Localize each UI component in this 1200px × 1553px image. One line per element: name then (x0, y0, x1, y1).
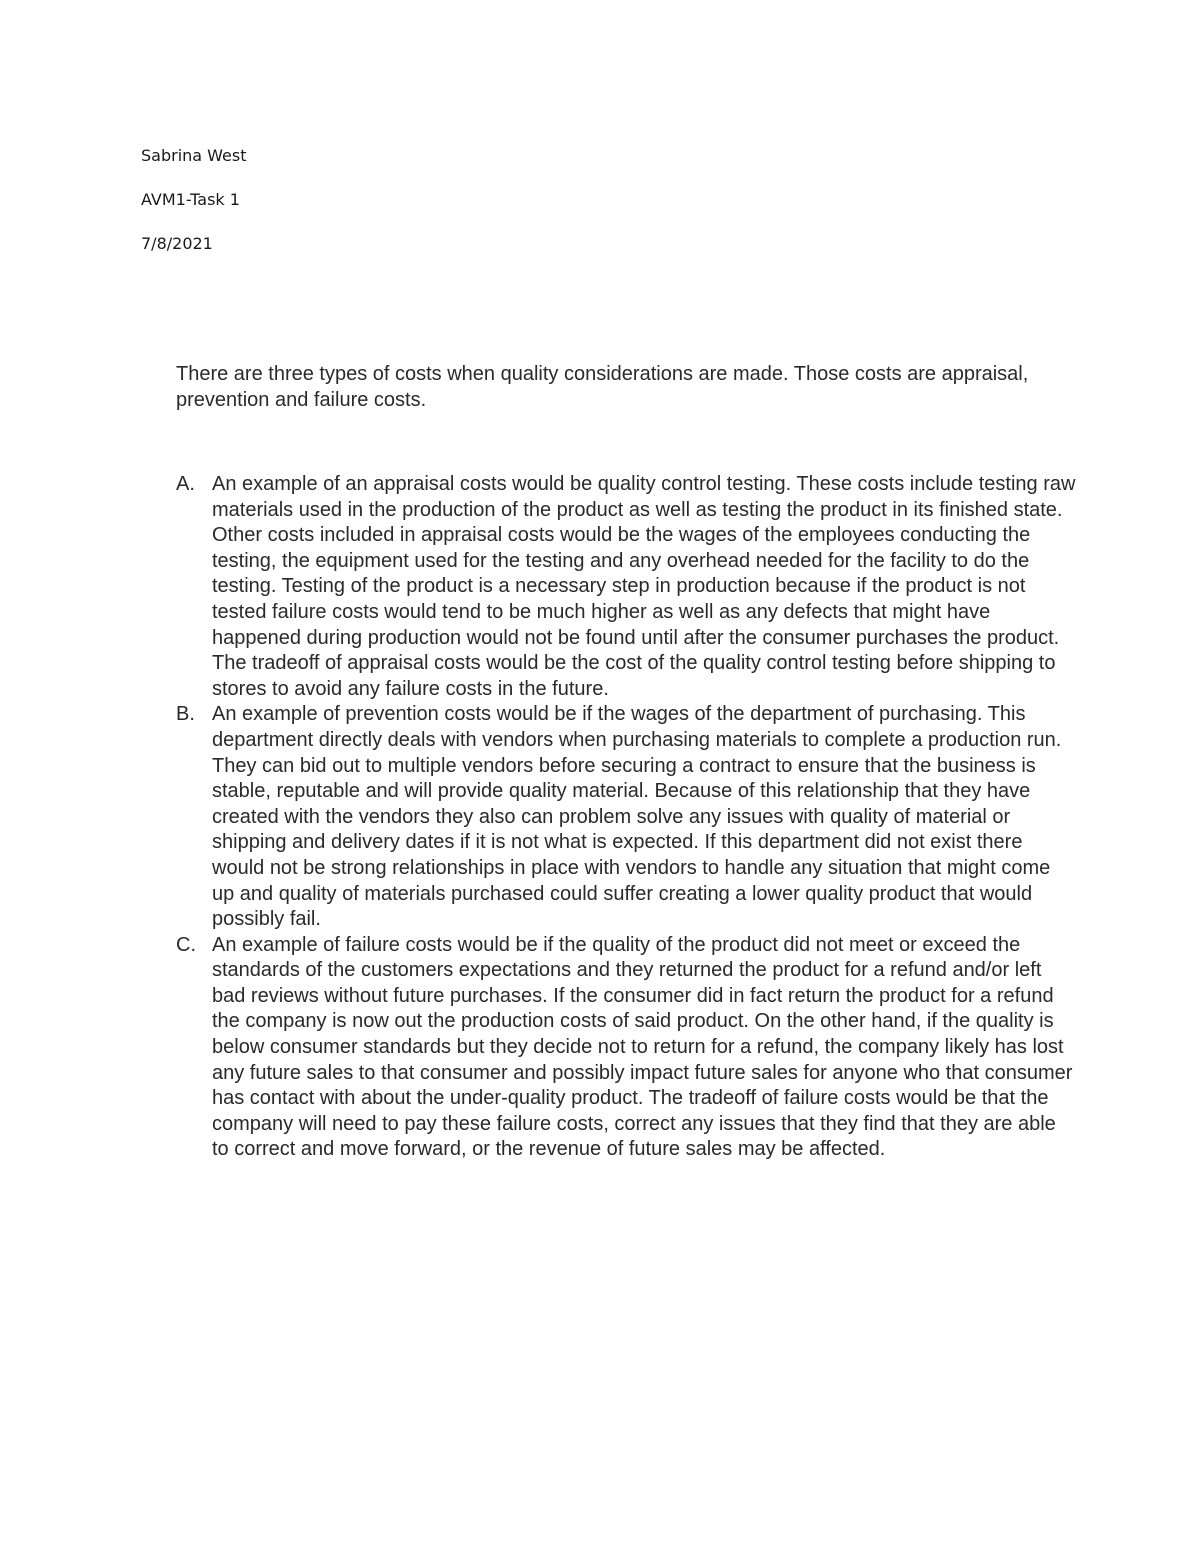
list-item-text: An example of failure costs would be if the quality of the product did not meet or exceed the standards of the customers expectations and they returned the product for a refund and/or left bad reviews without future purchases. If the consumer did in fact return the product for a refund the company is now out the production costs of said product. On the other hand, if the quality is below consumer standards but they decide not to return for a refund, the company likely has lost any future sales to that consumer and possibly impact future sales for anyone who that consumer has contact with about the under-quality product. The tradeoff of failure costs would be that the company will need to pay these failure costs, correct any issues that they find that they are able to correct and move forward, or the revenue of future sales may be affected. (212, 933, 1073, 1161)
assignment-title: AVM1-Task 1 (141, 190, 240, 209)
list-item-failure (176, 933, 1076, 1163)
list-item-text: An example of prevention costs would be if the wages of the department of purchasing. This department directly deals with vendors when purchasing materials to complete a production run. They can bid out to multiple vendors before securing a contract to ensure that the business is stable, reputable and will provide quality material. Because of this relationship that they have created with the vendors they also can problem solve any issues with quality of material or shipping and delivery dates if it is not what is expected. If this department did not exist there would not be strong relationships in place with vendors to handle any situation that might come up and quality of materials purchased could suffer creating a lower quality product that would possibly fail. (212, 703, 1062, 931)
list-item-text: An example of an appraisal costs would be quality control testing. These costs include testing raw materials used in the production of the product as well as testing the product in its finished state. Other costs included in appraisal costs would be the wages of the employees conducting the testing, the equipment used for the testing and any overhead needed for the facility to do the testing. Testing of the product is a necessary step in production because if the product is not tested failure costs would tend to be much higher as well as any defects that might have happened during production would not be found until after the consumer purchases the product. The tradeoff of appraisal costs would be the cost of the quality control testing before shipping to stores to avoid any failure costs in the future. (212, 473, 1076, 700)
list-marker: A. (176, 473, 195, 495)
document-date: 7/8/2021 (141, 234, 213, 253)
author-name: Sabrina West (141, 146, 247, 165)
list-marker: C. (176, 933, 196, 956)
intro-paragraph: There are three types of costs when quality considerations are made. Those costs are appraisal, prevention and failure costs. (176, 363, 1029, 411)
list-item-prevention (176, 702, 1076, 932)
cost-types-list (176, 472, 1076, 1163)
list-marker: B. (176, 703, 195, 726)
list-item-appraisal (176, 472, 1076, 702)
